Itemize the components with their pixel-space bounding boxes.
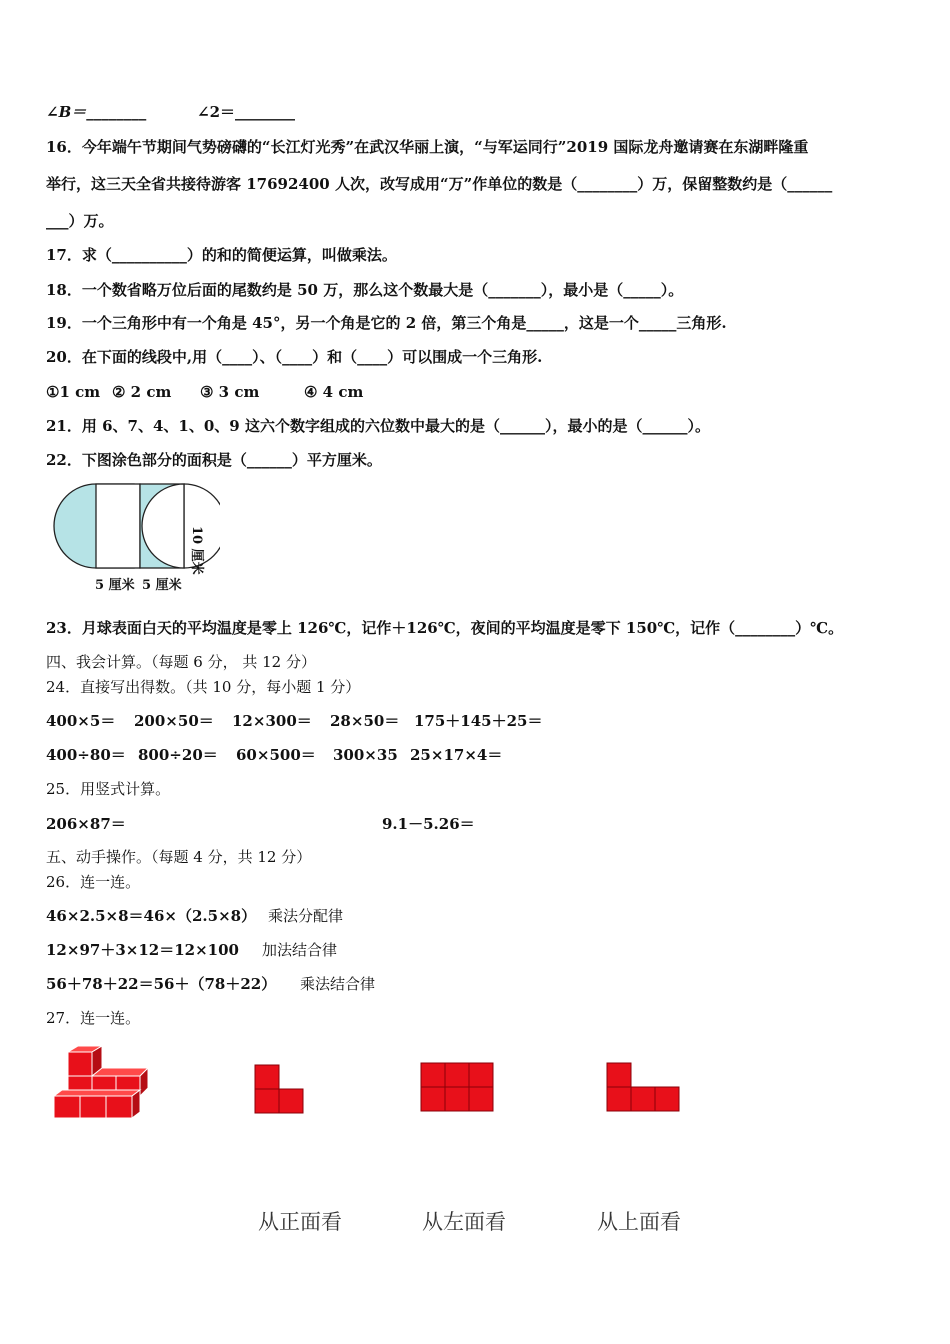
section5-heading: 五、动手操作。（每题 4 分，共 12 分） [46, 848, 312, 866]
q25-title: 25．用竖式计算。 [46, 780, 171, 798]
q20-option-2: ② 2 cm [112, 383, 172, 401]
q16-line3: ___）万。 [46, 212, 114, 230]
q24-item: 800÷20＝ [138, 746, 218, 764]
q24-item: 400×5＝ [46, 712, 116, 730]
q27-title: 27．连一连。 [46, 1009, 141, 1027]
q24-item: 300×35 [333, 746, 398, 764]
rect-left [96, 484, 140, 568]
q26-right-item: 乘法分配律 [268, 907, 344, 925]
caption-left-view: 从左面看 [422, 1210, 506, 1234]
q20-option-3: ③ 3 cm [200, 383, 260, 401]
q24-item: 12×300＝ [232, 712, 312, 730]
q23: 23．月球表面白天的平均温度是零上 126℃，记作＋126℃，夜间的平均温度是零下 150℃，记作（________）℃。 [46, 619, 844, 637]
label-width-2: 5 厘米 [142, 578, 182, 593]
q20-option-4: ④ 4 cm [304, 383, 364, 401]
q26-right-item: 加法结合律 [262, 941, 338, 959]
view-shape-a [254, 1064, 306, 1114]
q24-item: 200×50＝ [134, 712, 214, 730]
q18: 18．一个数省略万位后面的尾数约是 50 万，那么这个数最大是（_______），最小是（_____）。 [46, 281, 684, 299]
cube-stack-3d [50, 1046, 152, 1124]
q16-line1: 16．今年端午节期间气势磅礴的“长江灯光秀”在武汉华丽上演，“与军运同行”2019 国际龙舟邀请赛在东湖畔隆重 [46, 138, 809, 156]
q25-item: 9.1－5.26＝ [382, 815, 475, 833]
q15-angle-b: ∠B＝________ [46, 103, 147, 121]
caption-front-view: 从正面看 [258, 1210, 342, 1234]
q26-left-item: 46×2.5×8＝46×（2.5×8） [46, 907, 257, 925]
q16-line2: 举行，这三天全省共接待游客 17692400 人次，改写成用“万”作单位的数是（________）万，保留整数约是（______ [46, 175, 833, 193]
q26-title: 26．连一连。 [46, 873, 141, 891]
q26-left-item: 12×97＋3×12＝12×100 [46, 941, 239, 959]
q24-item: 175＋145＋25＝ [414, 712, 543, 730]
view-shape-b [420, 1062, 494, 1112]
label-width-1: 5 厘米 [95, 578, 135, 593]
caption-top-view: 从上面看 [597, 1210, 681, 1234]
section4-heading: 四、我会计算。（每题 6 分， 共 12 分） [46, 653, 316, 671]
q24-item: 400÷80＝ [46, 746, 126, 764]
q15-angle-2: ∠2＝________ [197, 103, 296, 121]
q20-option-1: ①1 cm [46, 383, 101, 401]
q26-left-item: 56＋78＋22＝56＋（78＋22） [46, 975, 277, 993]
q22: 22．下图涂色部分的面积是（______）平方厘米。 [46, 451, 382, 469]
q19: 19．一个三角形中有一个角是 45°，另一个角是它的 2 倍，第三个角是_____，这是一个_____三角形. [46, 314, 727, 332]
q25-item: 206×87＝ [46, 815, 126, 833]
q17: 17．求（__________）的和的简便运算，叫做乘法。 [46, 246, 397, 264]
label-height: 10 厘米 [189, 526, 204, 575]
q24-title: 24．直接写出得数。（共 10 分，每小题 1 分） [46, 678, 361, 696]
q24-item: 28×50＝ [330, 712, 400, 730]
view-shape-c [606, 1062, 680, 1112]
q22-figure [40, 476, 220, 598]
q26-right-item: 乘法结合律 [300, 975, 376, 993]
q24-item: 60×500＝ [236, 746, 316, 764]
q24-item: 25×17×4＝ [410, 746, 503, 764]
q20: 20．在下面的线段中,用（____）、（____）和（____）可以围成一个三角形. [46, 348, 543, 366]
q21: 21．用 6、7、4、1、0、9 这六个数字组成的六位数中最大的是（______），最小的是（______）。 [46, 417, 710, 435]
